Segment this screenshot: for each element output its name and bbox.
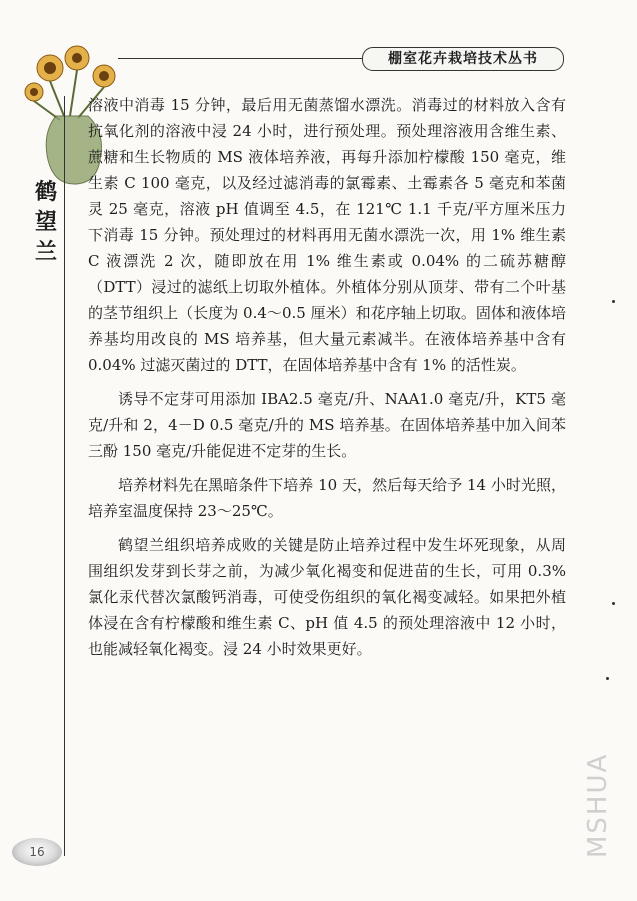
plant-name-vertical — [26, 178, 66, 268]
scan-speck — [606, 677, 609, 680]
paragraph: 诱导不定芽可用添加 IBA2.5 毫克/升、NAA1.0 毫克/升，KT5 毫克/升和 2，4－D 0.5 毫克/升的 MS 培养基。在固体培养基中加入间苯三酚 150 毫克/升能促进不定芽的生长。 — [88, 390, 566, 460]
plant-name-char: 鹤 — [34, 180, 57, 205]
plant-name-char: 兰 — [34, 240, 57, 265]
scan-speck — [612, 300, 615, 303]
paragraph: 溶液中消毒 15 分钟，最后用无菌蒸馏水漂洗。消毒过的材料放入含有抗氧化剂的溶液中浸 24 小时，进行预处理。预处理溶液用含维生素、蔗糖和生长物质的 MS 液体培养液，再每升添加柠檬酸 150 毫克，维生素 C 100 毫克，以及经过滤消毒的氯霉素、土霉素各 5 毫克和苯菌灵 25 毫克，溶液 pH 值调至 4.5，在 121℃ 1.1 千克/平方厘米压力下消毒 15 分钟。预处理过的材料再用无菌水漂洗一次，用 1% 维生素 C 液漂洗 2 次，随即放在用 1% 维生素或 0.04% 的二硫苏糖醇（DTT）浸过的滤纸上切取外植体。外植体分别从顶芽、带有二个叶基的茎节组织上（长度为 0.4～0.5 厘米）和花序轴上切取。固体和液体培养基均用改良的 MS 培养基，但大量元素减半。在液体培养基中含有 0.04% 过滤灭菌过的 DTT，在固体培养基中含有 1% 的活性炭。 — [88, 96, 566, 374]
plant-name-char: 望 — [34, 210, 57, 235]
header-rule — [118, 58, 373, 59]
paragraph: 鹤望兰组织培养成败的关键是防止培养过程中发生坏死现象，从周围组织发芽到长芽之前，为减少氧化褐变和促进苗的生长，可用 0.3% 氯化汞代替次氯酸钙消毒，可使受伤组织的氧化褐变减轻。如果把外植体浸在含有柠檬酸和维生素 C、pH 值 4.5 的预处理溶液中 12 小时，也能减轻氧化褐变。浸 24 小时效果更好。 — [88, 536, 566, 658]
paragraph: 培养材料先在黑暗条件下培养 10 天，然后每天给予 14 小时光照，培养室温度保持 23～25℃。 — [88, 476, 566, 520]
scan-speck — [612, 602, 615, 605]
series-title: 棚室花卉栽培技术丛书 — [362, 47, 564, 71]
watermark: MSHUA — [583, 752, 613, 858]
page-number: 16 — [12, 838, 62, 866]
body-text — [88, 92, 566, 662]
